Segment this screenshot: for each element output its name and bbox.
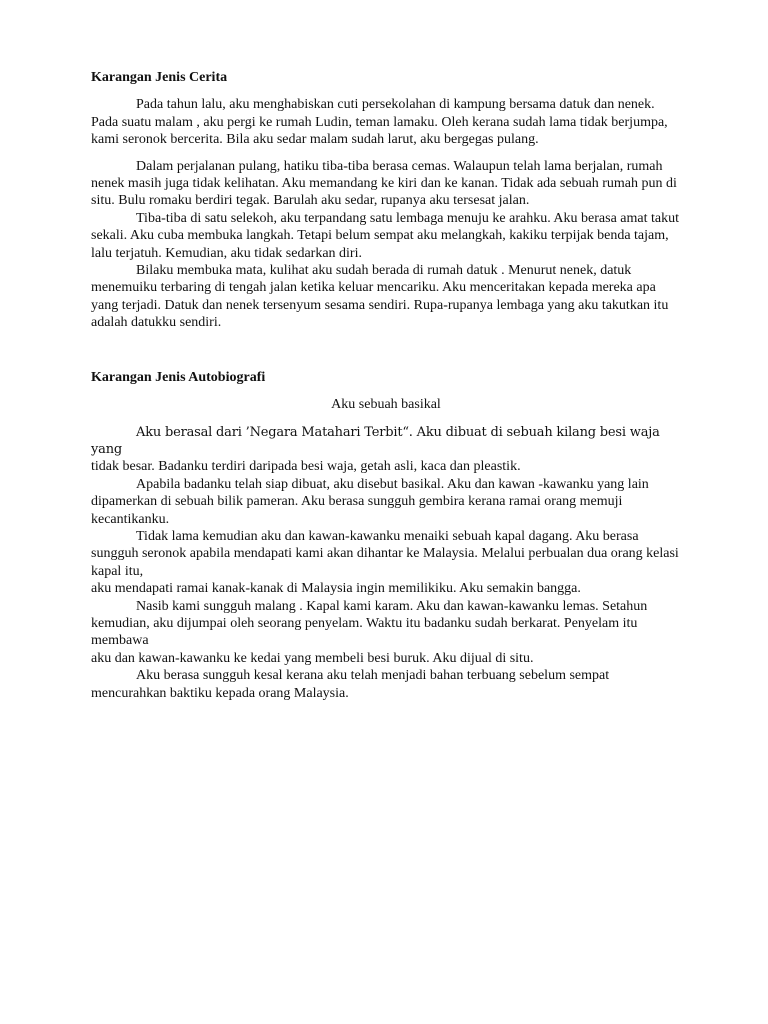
paragraph-cerita-1: Pada tahun lalu, aku menghabiskan cuti persekolahan di kampung bersama datuk dan nenek. Pada suatu malam , aku pergi ke rumah Ludin, teman lamaku. Oleh kerana sudah lama tidak berjumpa, kami seronok bercerita. Bila aku sedar malam sudah larut, aku bergegas pulang. [91,97,668,148]
paragraph-auto-5: Aku berasa sungguh kesal kerana aku telah menjadi bahan terbuang sebelum sempat mencurahkan baktiku kepada orang Malaysia. [91,668,610,701]
paragraph-auto-1-rest: tidak besar. Badanku terdiri daripada besi waja, getah asli, kaca dan pleastik. [91,459,521,475]
paragraph-auto-1-first [91,424,681,459]
paragraph-auto-1-first-text: Aku berasal dari ’Negara Matahari Terbit“. Aku dibuat di sebuah kilang besi waja yang [91,424,660,457]
paragraph-cerita-2: Dalam perjalanan pulang, hatiku tiba-tiba berasa cemas. Walaupun telah lama berjalan, rumah nenek masih juga tidak kelihatan. Aku memandang ke kiri dan ke kanan. Tidak ada sebuah rumah pun di situ. Bulu romaku berdiri tegak. Barulah aku sedar, rupanya aku tersesat jalan. [91,158,677,209]
section-gap [91,332,681,369]
heading-cerita: Karangan Jenis Cerita [91,70,228,85]
paragraph-auto-2: Apabila badanku telah siap dibuat, aku disebut basikal. Aku dan kawan -kawanku yang lain dipamerkan di sebuah bilik pameran. Aku berasa sungguh gembira kerana ramai orang memuji kecantikanku. [91,476,649,527]
essay-title: Aku sebuah basikal [331,397,441,413]
paragraph-auto-3-cont: aku mendapati ramai kanak-kanak di Malaysia ingin memilikiku. Aku semakin bangga. [91,581,581,597]
paragraph-cerita-4: Bilaku membuka mata, kulihat aku sudah berada di rumah datuk . Menurut nenek, datuk menemuiku terbaring di tengah jalan ketika keluar mencariku. Aku menceritakan kepada mereka apa yang terjadi. Datuk dan nenek tersenyum sesama sendiri. Rupa-rupanya lembaga yang aku takutkan itu adalah datukku sendiri. [91,263,669,331]
paragraph-cerita-3: Tiba-tiba di satu selekoh, aku terpandang satu lembaga menuju ke arahku. Aku berasa amat takut sekali. Aku cuba membuka langkah. Tetapi belum sempat aku melangkah, kakiku terpijak benda tajam, lalu terjatuh. Kemudian, aku tidak sedarkan diri. [91,210,679,261]
paragraph-auto-3: Tidak lama kemudian aku dan kawan-kawanku menaiki sebuah kapal dagang. Aku berasa sungguh seronok apabila mendapati kami akan dihantar ke Malaysia. Melalui perbualan dua orang kelasi kapal itu, [91,528,679,579]
heading-autobiografi: Karangan Jenis Autobiografi [91,369,266,385]
paragraph-gap [91,149,681,158]
paragraph-auto-4-cont: aku dan kawan-kawanku ke kedai yang membeli besi buruk. Aku dijual di situ. [91,650,534,666]
paragraph-auto-4: Nasib kami sungguh malang . Kapal kami karam. Aku dan kawan-kawanku lemas. Setahun kemudian, aku dijumpai oleh seorang penyelam. Waktu itu badanku sudah berkarat. Penyelam itu membawa [91,598,648,649]
document-page [91,69,681,702]
